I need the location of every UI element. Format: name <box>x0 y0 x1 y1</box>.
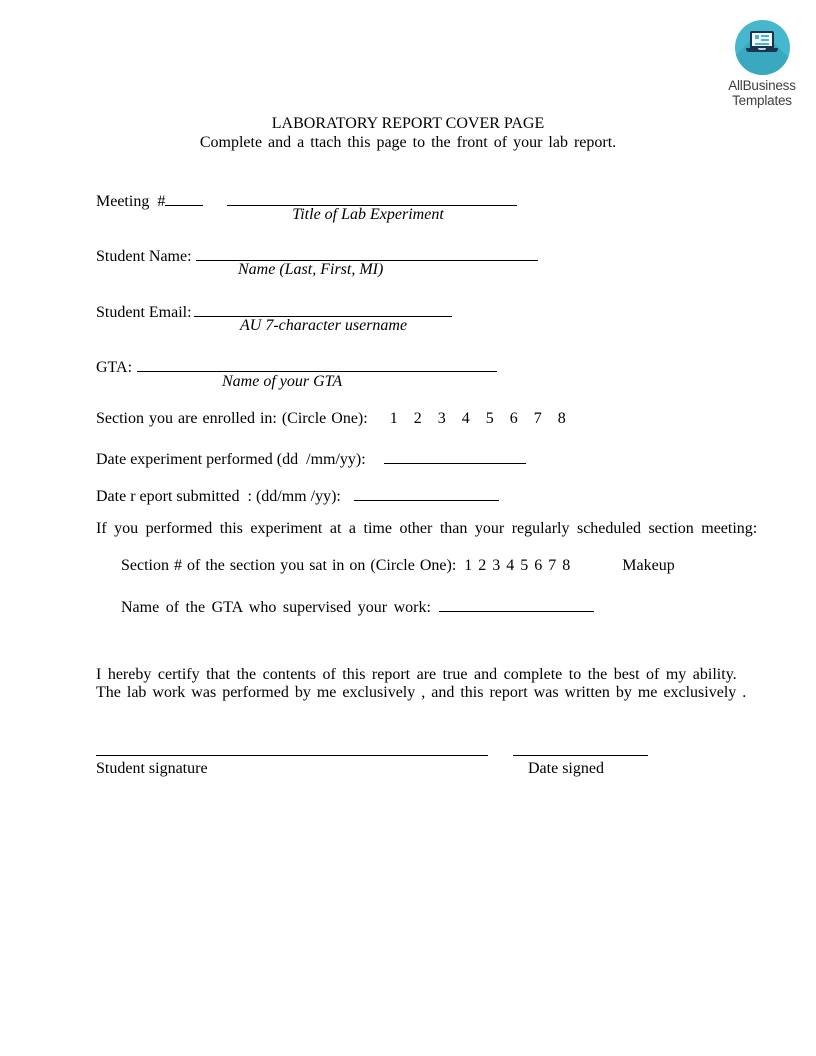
section-sat-in-option-3[interactable]: 3 <box>492 557 501 574</box>
meeting-number-blank[interactable] <box>165 188 203 206</box>
student-name-blank[interactable] <box>196 243 538 261</box>
laptop-screen <box>750 31 774 48</box>
section-sat-in-option-2[interactable]: 2 <box>478 557 487 574</box>
document-line-icon <box>761 35 769 37</box>
date-performed-row <box>96 446 526 469</box>
gta-caption: Name of your GTA <box>222 373 343 390</box>
student-name-caption: Name (Last, First, MI) <box>238 261 384 278</box>
logo-text-line2: Templates <box>732 92 792 108</box>
date-signed-label: Date signed <box>528 760 604 777</box>
certification-line2: The lab work was performed by me exclusively , and this report was written by me exclusively . <box>96 684 747 701</box>
section-sat-in-options <box>464 557 576 574</box>
document-line-icon <box>761 39 769 41</box>
lab-title-caption: Title of Lab Experiment <box>292 206 444 223</box>
section-enrolled-label: Section you are enrolled in: (Circle One): <box>96 410 368 427</box>
date-signed-blank[interactable] <box>513 738 648 756</box>
section-enrolled-option-2[interactable]: 2 <box>413 410 422 427</box>
section-sat-in-option-4[interactable]: 4 <box>506 557 515 574</box>
section-enrolled-option-8[interactable]: 8 <box>557 410 566 427</box>
section-enrolled-options <box>390 410 582 427</box>
gta-label: GTA: <box>96 359 133 376</box>
student-email-label: Student Email: <box>96 304 192 321</box>
student-email-caption: AU 7-character username <box>240 317 408 334</box>
laptop-base <box>746 48 778 52</box>
date-submitted-label: Date r eport submitted : (dd/mm /yy): <box>96 488 341 505</box>
section-enrolled-option-7[interactable]: 7 <box>533 410 542 427</box>
gta-name-blank[interactable] <box>137 354 497 372</box>
logo-text-line1: AllBusiness <box>728 78 796 93</box>
certification-line1: I hereby certify that the contents of this report are true and complete to the best of my ability. <box>96 666 737 683</box>
meeting-label: Meeting # <box>96 193 166 210</box>
section-sat-in-option-8[interactable]: 8 <box>562 557 571 574</box>
date-submitted-row <box>96 483 499 506</box>
laptop-icon <box>746 31 778 52</box>
date-submitted-blank[interactable] <box>354 483 499 501</box>
section-enrolled-option-6[interactable]: 6 <box>509 410 518 427</box>
gta-supervisor-row <box>121 594 594 617</box>
makeup-option[interactable]: Makeup <box>622 557 675 574</box>
section-sat-in-label: Section # of the section you sat in on (Circle One): <box>121 557 457 574</box>
section-enrolled-option-3[interactable]: 3 <box>437 410 446 427</box>
date-performed-blank[interactable] <box>384 446 526 464</box>
date-performed-label: Date experiment performed (dd /mm/yy): <box>96 451 366 468</box>
section-sat-in-option-1[interactable]: 1 <box>464 557 473 574</box>
student-signature-label: Student signature <box>96 760 208 777</box>
student-signature-blank[interactable] <box>96 738 488 756</box>
page-subtitle: Complete and a ttach this page to the front of your lab report. <box>199 134 617 151</box>
section-sat-in-option-6[interactable]: 6 <box>534 557 543 574</box>
section-enrolled-option-5[interactable]: 5 <box>485 410 494 427</box>
section-sat-in-option-5[interactable]: 5 <box>520 557 529 574</box>
logo-wordmark <box>707 79 816 108</box>
lab-title-blank[interactable] <box>227 188 517 206</box>
section-sat-in-option-7[interactable]: 7 <box>548 557 557 574</box>
laptop-notch <box>758 48 766 50</box>
page-title: LABORATORY REPORT COVER PAGE <box>271 115 545 132</box>
section-enrolled-row <box>96 409 582 428</box>
makeup-intro: If you performed this experiment at a time other than your regularly scheduled section meeting: <box>96 520 758 537</box>
gta-supervisor-label: Name of the GTA who supervised your work: <box>121 599 431 616</box>
student-name-label: Student Name: <box>96 248 192 265</box>
logo-circle <box>735 20 790 75</box>
document-bullet-icon <box>755 35 759 39</box>
gta-supervisor-blank[interactable] <box>439 594 594 612</box>
section-enrolled-option-4[interactable]: 4 <box>461 410 470 427</box>
section-enrolled-option-1[interactable]: 1 <box>389 410 398 427</box>
student-email-blank[interactable] <box>194 299 452 317</box>
document-line-icon <box>755 43 769 45</box>
section-sat-in-row <box>121 556 675 575</box>
allbusiness-templates-logo <box>707 20 816 108</box>
